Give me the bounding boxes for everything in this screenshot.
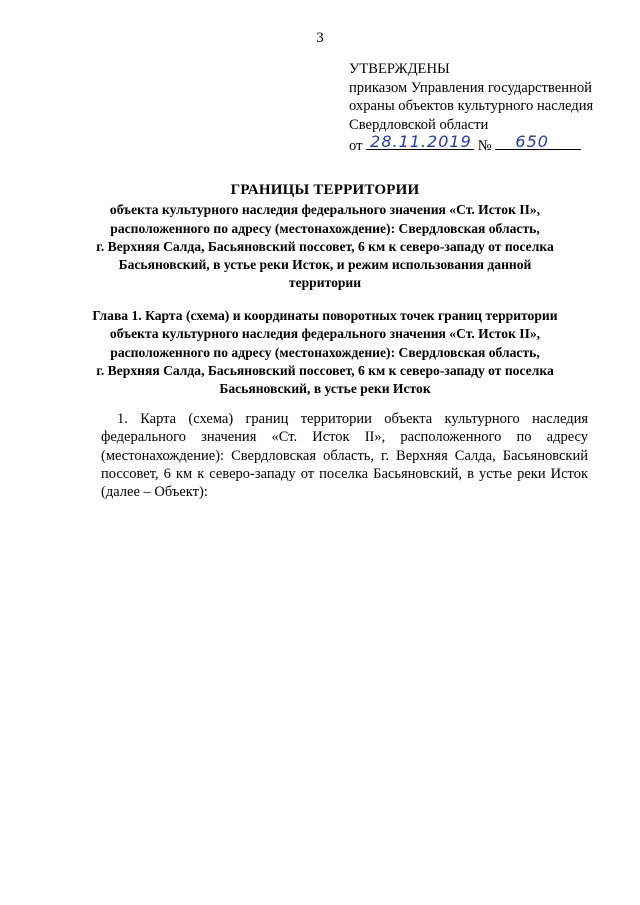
chapter-line: объекта культурного наследия федерального значения «Ст. Исток II», [109,326,541,342]
number-prefix: № [477,138,492,154]
chapter-line: Глава 1. Карта (схема) и координаты поворотных точек границ территории [92,308,558,323]
paragraph-1: 1. Карта (схема) границ территории объекта культурного наследия федерального значения «Ст. Исток II», расположенного по адресу (местонахождение): Свердловская область, г. Верхняя Салда, Басьяновский поссовет, 6 км к северо-западу от поселка Басьяновский, в устье реки Исток (далее – Объект): [101,411,588,501]
number-field [495,131,581,151]
page-number: 3 [316,30,324,46]
chapter-heading [62,307,588,398]
handwritten-number: 650 [515,131,549,151]
title-main: ГРАНИЦЫ ТЕРРИТОРИИ [230,182,420,198]
chapter-line: расположенного по адресу (местонахождение): Свердловская область, [110,344,540,360]
document-title [62,181,588,293]
approval-line: охраны объектов культурного наследия [349,98,594,114]
approval-stamp [349,60,593,156]
title-line: г. Верхняя Салда, Басьяновский поссовет, 6 км к северо-западу от поселка [96,238,554,254]
chapter-line: г. Верхняя Салда, Басьяновский поссовет, 6 км к северо-западу от поселка [96,362,554,378]
approval-line: Свердловской области [349,116,489,133]
title-line: расположенного по адресу (местонахождение): Свердловская область, [110,220,540,236]
title-line: территории [288,275,362,291]
handwritten-date: 28.11.2019 [370,131,472,151]
approval-line: приказом Управления государственной [349,79,592,96]
body-text [101,410,588,501]
date-field [366,131,474,151]
date-prefix: от [349,138,363,154]
title-line: объекта культурного наследия федерального значения «Ст. Исток II», [109,202,541,218]
title-line: Басьяновский, в устье реки Исток, и режим использования данной [118,257,532,273]
approval-heading: УТВЕРЖДЕНЫ [349,61,450,77]
chapter-line: Басьяновский, в устье реки Исток [219,381,431,397]
approval-date-number-line [349,131,593,156]
